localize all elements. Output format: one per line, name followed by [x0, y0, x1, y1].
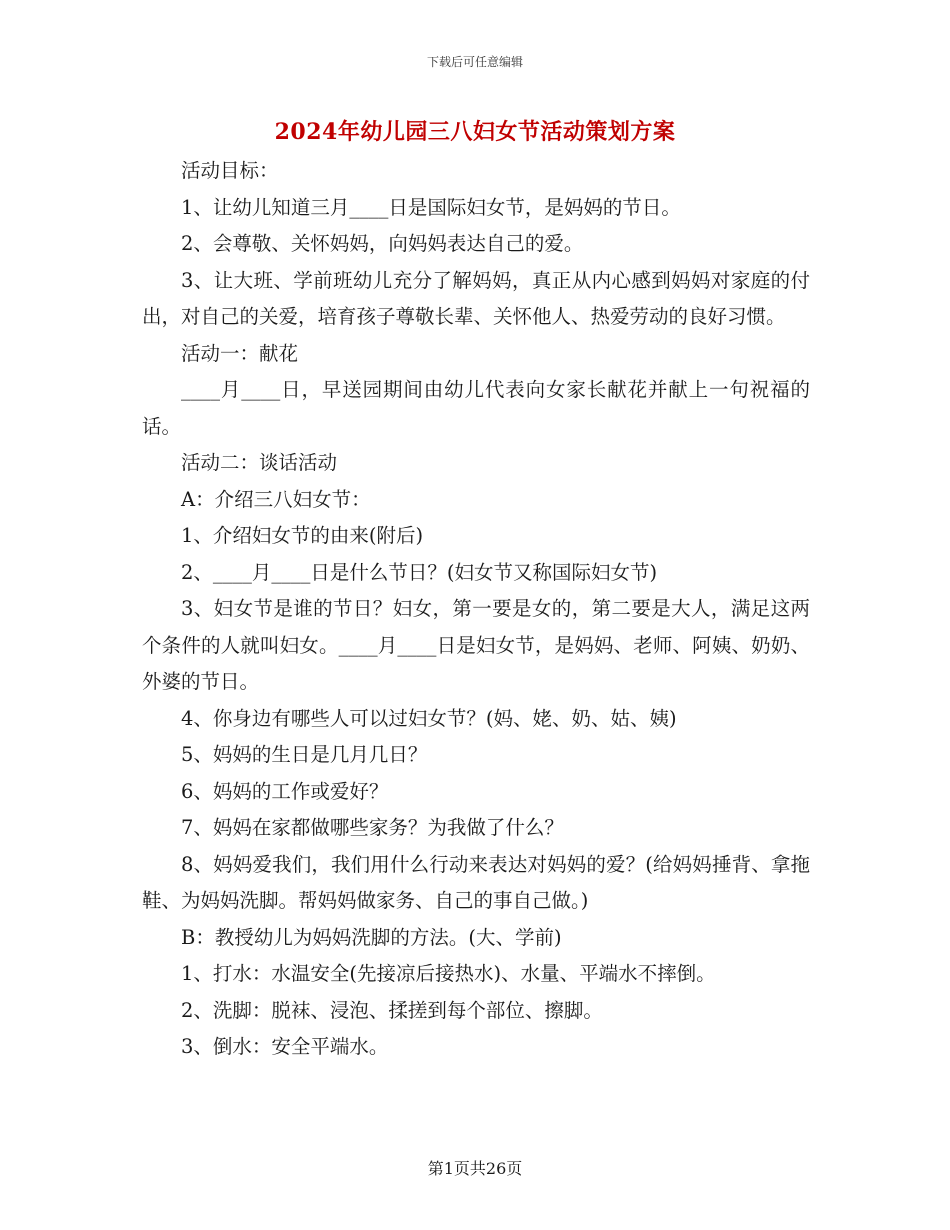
- paragraph-goal-1: 1、让幼儿知道三月____日是国际妇女节，是妈妈的节日。: [181, 195, 681, 219]
- paragraph-a-item-1: 1、介绍妇女节的由来(附后): [181, 524, 424, 547]
- paragraph-section-a: A：介绍三八妇女节：: [181, 487, 371, 511]
- paragraph-a-item-5: 5、妈妈的生日是几月几日？: [181, 743, 428, 766]
- paragraph-activity-2-heading: 活动二：谈话活动: [181, 451, 338, 474]
- paragraph-goal-3: 3、让大班、学前班幼儿充分了解妈妈，真正从内心感到妈妈对家庭的付出，对自己的关爱，培育孩子尊敬长辈、关怀他人、热爱劳动的良好习惯。: [142, 268, 810, 328]
- paragraph-a-item-6: 6、妈妈的工作或爱好？: [181, 779, 389, 803]
- paragraph-a-item-2: 2、____月____日是什么节日？(妇女节又称国际妇女节): [181, 560, 658, 584]
- document-title: 2024年幼儿园三八妇女节活动策划方案: [274, 119, 676, 145]
- paragraph-b-item-1: 1、打水：水温安全(先接凉后接热水)、水量、平端水不摔倒。: [181, 962, 716, 985]
- paragraph-goal-2: 2、会尊敬、关怀妈妈，向妈妈表达自己的爱。: [181, 232, 584, 255]
- paragraph-activity-1-detail: ____月____日，早送园期间由幼儿代表向女家长献花并献上一句祝福的话。: [142, 378, 810, 438]
- paragraph-b-item-2: 2、洗脚：脱袜、浸泡、揉搓到每个部位、擦脚。: [181, 998, 603, 1022]
- paragraph-goals-heading: 活动目标：: [181, 159, 279, 182]
- paragraph-activity-1-heading: 活动一：献花: [181, 341, 299, 365]
- paragraph-a-item-4: 4、你身边有哪些人可以过妇女节？(妈、姥、奶、姑、姨): [181, 706, 677, 730]
- document-body: [142, 153, 810, 1066]
- paragraph-b-item-3: 3、倒水：安全平端水。: [181, 1035, 389, 1058]
- page-number-footer: 第1页共26页: [427, 1159, 523, 1178]
- paragraph-a-item-3: 3、妇女节是谁的节日？妇女，第一要是女的，第二要是大人，满足这两个条件的人就叫妇女。____月____日是妇女节，是妈妈、老师、阿姨、奶奶、外婆的节日。: [142, 597, 810, 693]
- paragraph-a-item-8: 8、妈妈爱我们，我们用什么行动来表达对妈妈的爱？(给妈妈捶背、拿拖鞋、为妈妈洗脚。帮妈妈做家务、自己的事自己做。): [142, 852, 810, 912]
- header-note: 下载后可任意编辑: [426, 55, 523, 69]
- paragraph-section-b: B：教授幼儿为妈妈洗脚的方法。(大、学前): [181, 925, 562, 949]
- paragraph-a-item-7: 7、妈妈在家都做哪些家务？为我做了什么？: [181, 816, 564, 839]
